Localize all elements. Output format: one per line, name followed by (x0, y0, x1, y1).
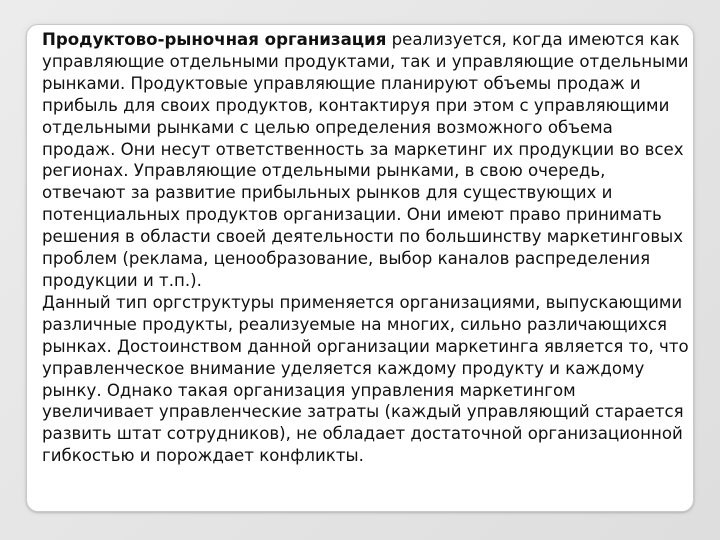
slide-text (42, 29, 690, 467)
slide-card (26, 24, 694, 512)
paragraph-product-market-organization (42, 29, 690, 292)
paragraph-application-and-drawbacks: Данный тип оргструктуры применяется организациями, выпускающими различные продукты, реализуемые на многих, сильно различающихся рынках. Достоинством данной организации маркетинга является то, что управленческое внимание уделяется каждому продукту и каждому рынку. Однако такая организация управления маркетингом увеличивает управленческие затраты (каждый управляющий старается развить штат сотрудников), не обладает достаточной организационной гибкостью и порождает конфликты. (42, 292, 689, 466)
term-heading: Продуктово-рыночная организация (42, 30, 387, 49)
paragraph-1-body: реализуется, когда имеются как управляющие отдельными продуктами, так и управляющие отдельными рынками. Продуктовые управляющие планируют объемы продаж и прибыль для своих продуктов, контактируя при этом с управляющими отдельными рынками с целью определения возможного объема продаж. Они несут ответственность за маркетинг их продукции во всех регионах. Управляющие отдельными рынками, в свою очередь, отвечают за развитие прибыльных рынков для существующих и потенциальных продуктов организации. Они имеют право принимать решения в области своей деятельности по большинству маркетинговых проблем (реклама, ценообразование, выбор каналов распределения продукции и т.п.). (42, 30, 689, 290)
